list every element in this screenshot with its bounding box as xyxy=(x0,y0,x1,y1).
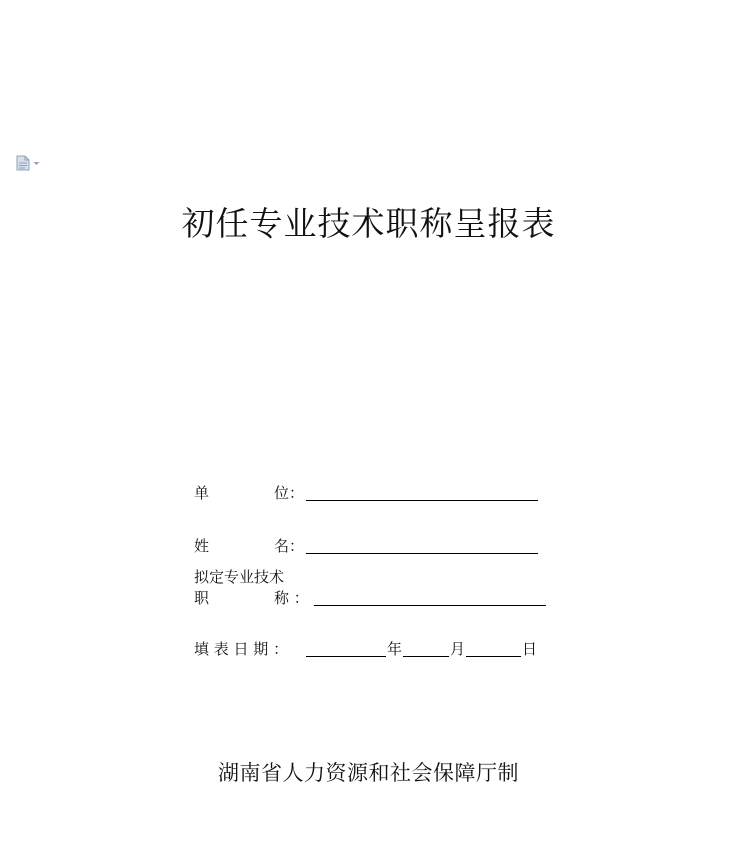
paste-options-control[interactable] xyxy=(16,155,40,171)
field-date-label: 填 表 日 期 ： xyxy=(194,640,289,658)
field-date-year-line[interactable] xyxy=(306,656,386,657)
field-date-day-label: 日 xyxy=(522,640,538,658)
field-date-year-label: 年 xyxy=(387,640,403,658)
field-name-input-line[interactable] xyxy=(306,553,538,554)
field-name-label-2: 名： xyxy=(274,537,305,555)
document-icon[interactable] xyxy=(16,155,30,171)
chevron-down-icon[interactable] xyxy=(33,161,40,166)
field-name-label-1: 姓 xyxy=(194,537,210,555)
field-date-day-line[interactable] xyxy=(466,656,521,657)
field-unit-input-line[interactable] xyxy=(306,500,538,501)
field-title-input-line[interactable] xyxy=(314,605,546,606)
issuer-footer: 湖南省人力资源和社会保障厅制 xyxy=(218,761,519,785)
field-title-label-2: 称 ： xyxy=(274,589,309,607)
document-title: 初任专业技术职称呈报表 xyxy=(181,204,556,243)
field-date-month-label: 月 xyxy=(450,640,466,658)
field-title-label-1: 职 xyxy=(194,589,210,607)
field-unit-label-2: 位： xyxy=(274,484,305,502)
field-unit-label-1: 单 xyxy=(194,484,210,502)
field-date-month-line[interactable] xyxy=(403,656,449,657)
field-title-label-line1: 拟定专业技术 xyxy=(194,568,285,586)
